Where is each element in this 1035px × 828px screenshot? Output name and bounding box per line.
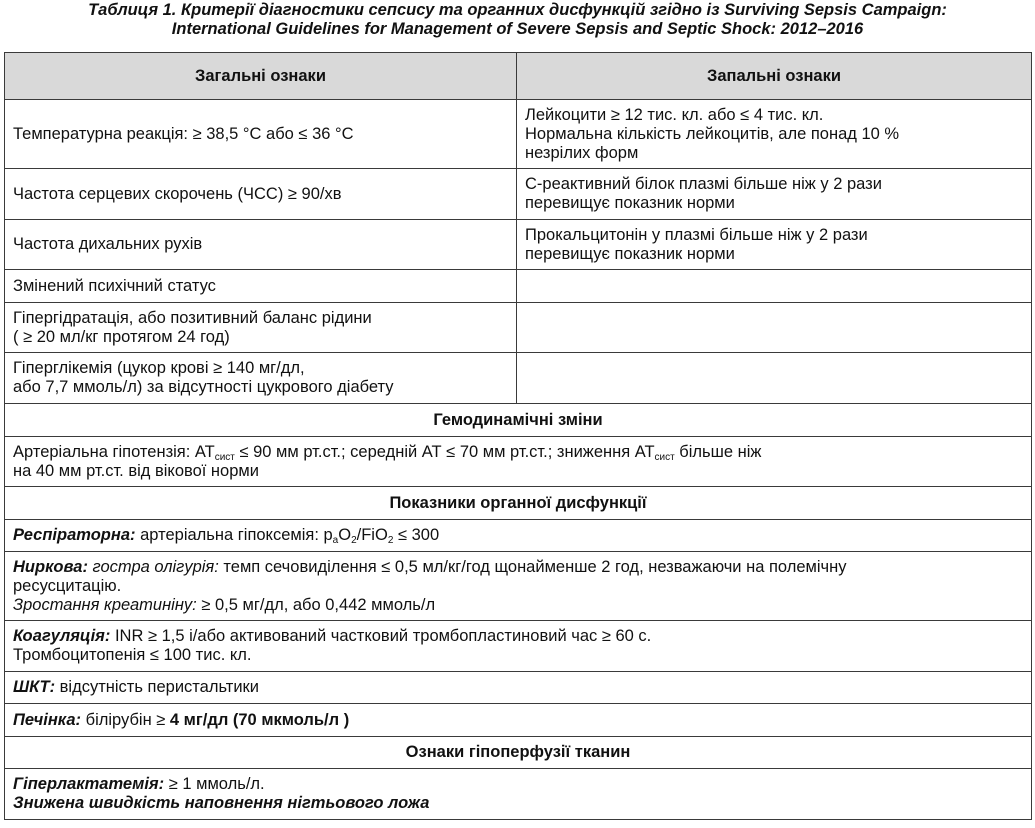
- general-cell-mental-status: Змінений психічний статус: [5, 270, 517, 303]
- header-general: Загальні ознаки: [5, 53, 517, 100]
- general-cell-hyperhydration: Гіпергідратація, або позитивний баланс рідини ( ≥ 20 мл/кг протягом 24 год): [5, 303, 517, 353]
- inflammatory-cell-leukocytes: Лейкоцити ≥ 12 тис. кл. або ≤ 4 тис. кл. Нормальна кількість лейкоцитів, але понад 10 % незрілих форм: [517, 100, 1032, 169]
- renal-cell: Ниркова: гостра олігурія: темп сечовиділення ≤ 0,5 мл/кг/год щонайменше 2 год, незважаючи на полемічну ресусцитацію. Зростання креатиніну: ≥ 0,5 мг/дл, або 0,442 ммоль/л: [5, 552, 1032, 621]
- table-row: [5, 353, 1032, 404]
- section-row: [5, 487, 1032, 520]
- gi-cell: ШКТ: відсутність перистальтики: [5, 672, 1032, 704]
- table-row: [5, 704, 1032, 737]
- table-row: [5, 169, 1032, 220]
- hypoperfusion-cell: Гіперлактатемія: ≥ 1 ммоль/л. Знижена швидкість наповнення нігтьового ложа: [5, 769, 1032, 820]
- table-row: [5, 520, 1032, 552]
- table-row: [5, 552, 1032, 621]
- hemodynamic-cell: Артеріальна гіпотензія: $АТ_{сист} \le 90$ мм рт.ст.; середній АТ ≤ 70 мм рт.ст.; зниження $АТ_{сист}$ більше ніж на 40 мм рт.ст. від вікової норми: [5, 437, 1032, 487]
- table-caption: [0, 0, 1035, 39]
- caption-line-2: International Guidelines for Management of Severe Sepsis and Septic Shock: 2012–2016: [171, 20, 864, 38]
- section-row: [5, 404, 1032, 437]
- criteria-table: [4, 52, 1032, 820]
- inflammatory-cell-empty: [517, 303, 1032, 353]
- section-title-hypoperfusion: Ознаки гіпоперфузії тканин: [5, 737, 1032, 769]
- inflammatory-cell-crp: С-реактивний білок плазмі більше ніж у 2 рази перевищує показник норми: [517, 169, 1032, 220]
- caption-line-1: Таблиця 1. Критерії діагностики сепсису та органних дисфункцій згідно із Surviving Sepsis Campaign:: [88, 1, 947, 19]
- table-row: [5, 437, 1032, 487]
- table-row: [5, 303, 1032, 353]
- general-cell-temperature: Температурна реакція: ≥ 38,5 °C або ≤ 36 °C: [5, 100, 517, 169]
- respiratory-cell: Респіраторна: артеріальна гіпоксемія: $p_aO_2/FiO_2 \le 300$: [5, 520, 1032, 552]
- liver-cell: Печінка: білірубін ≥ 4 мг/дл (70 мкмоль/л ): [5, 704, 1032, 737]
- table-row: [5, 220, 1032, 270]
- section-title-organ-dysfunction: Показники органної дисфункції: [5, 487, 1032, 520]
- inflammatory-cell-procalcitonin: Прокальцитонін у плазмі більше ніж у 2 рази перевищує показник норми: [517, 220, 1032, 270]
- table-header-row: [5, 53, 1032, 100]
- section-row: [5, 737, 1032, 769]
- general-cell-respiratory-rate: Частота дихальних рухів: [5, 220, 517, 270]
- table-row: [5, 621, 1032, 672]
- table-row: [5, 100, 1032, 169]
- inflammatory-cell-empty: [517, 353, 1032, 404]
- table-row: [5, 672, 1032, 704]
- inflammatory-cell-empty: [517, 270, 1032, 303]
- coagulation-cell: Коагуляція: INR ≥ 1,5 і/або активований частковий тромбопластиновий час ≥ 60 с. Тромбоцитопенія ≤ 100 тис. кл.: [5, 621, 1032, 672]
- general-cell-heart-rate: Частота серцевих скорочень (ЧСС) ≥ 90/хв: [5, 169, 517, 220]
- general-cell-hyperglycemia: Гіперглікемія (цукор крові ≥ 140 мг/дл, або 7,7 ммоль/л) за відсутності цукрового діабету: [5, 353, 517, 404]
- table-row: [5, 270, 1032, 303]
- table-row: [5, 769, 1032, 820]
- header-inflammatory: Запальні ознаки: [517, 53, 1032, 100]
- section-title-hemodynamic: Гемодинамічні зміни: [5, 404, 1032, 437]
